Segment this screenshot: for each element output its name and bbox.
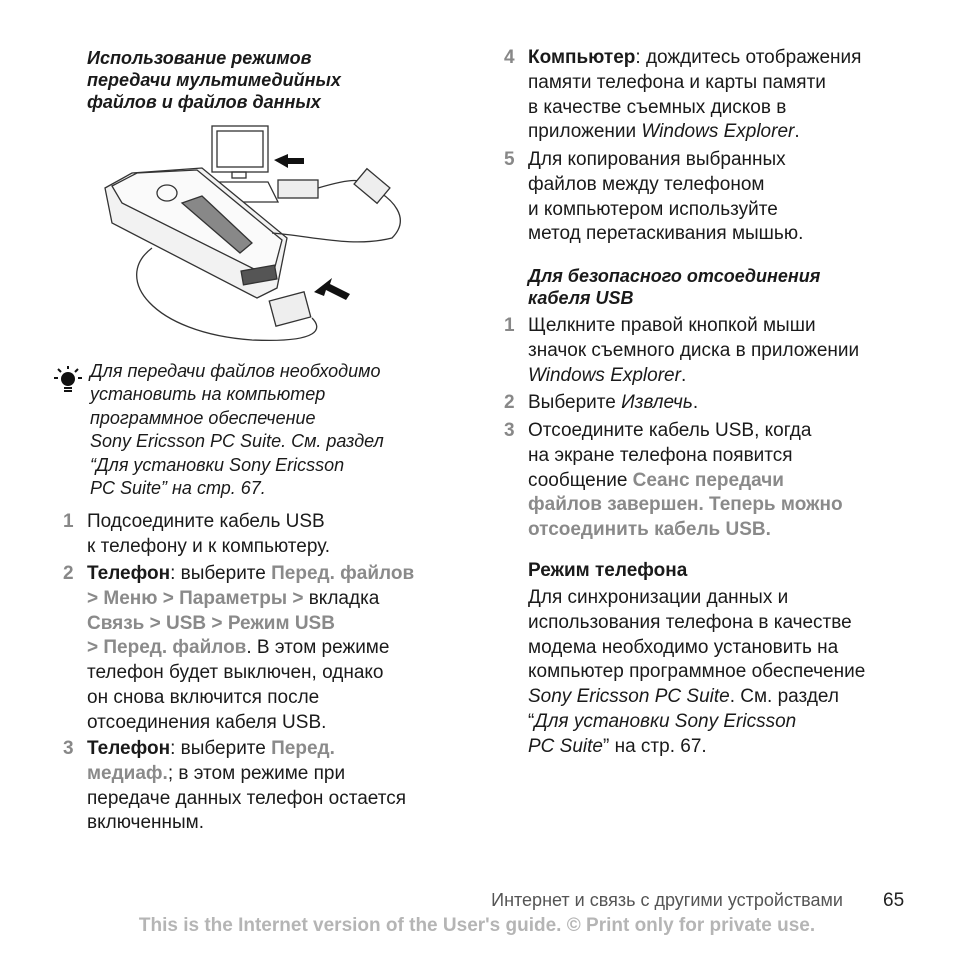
- menu-path-text: >: [287, 587, 309, 609]
- text-line: [528, 493, 843, 518]
- text-line: [87, 587, 414, 612]
- text-line: [528, 198, 803, 223]
- text-line: [90, 454, 384, 477]
- text-segment: ” на стр. 67.: [602, 735, 707, 757]
- text-line: [87, 510, 330, 535]
- text-segment: вкладка: [308, 587, 380, 609]
- footer-section-title: Интернет и связь с другими устройствами: [491, 890, 843, 910]
- text-segment: Щелкните правой кнопкой мыши: [528, 315, 816, 336]
- menu-path-text: файлов завершен. Теперь можно: [528, 494, 843, 516]
- text-segment: использования телефона в качестве: [528, 611, 852, 633]
- text-segment: Для синхронизации данных и: [528, 587, 789, 608]
- text-line: [528, 518, 843, 543]
- section-heading-phone-mode: [528, 559, 687, 584]
- text-segment: PC Suite” на стр. 67.: [90, 478, 266, 499]
- text-segment: и компьютером используйте: [528, 198, 778, 220]
- lightbulb-icon: [52, 366, 84, 396]
- page-number: 65: [883, 890, 905, 911]
- text-segment: памяти телефона и карты памяти: [528, 71, 826, 93]
- text-line: [528, 735, 865, 760]
- step-number: 4: [504, 47, 515, 68]
- text-segment: к телефону и к компьютеру.: [87, 535, 331, 557]
- text-line: [90, 360, 384, 383]
- text-line: [87, 787, 406, 812]
- text-segment: Использование режимов: [87, 48, 312, 68]
- text-segment: ; в этом режиме при: [167, 762, 346, 784]
- text-segment: он снова включится после: [87, 686, 320, 708]
- text-segment: компьютер программное обеспечение: [528, 661, 866, 683]
- section-heading-safe-removal: [528, 265, 820, 309]
- text-line: [528, 339, 859, 364]
- text-segment: включенным.: [87, 812, 204, 834]
- text-segment: сообщение: [528, 469, 633, 491]
- menu-path-text: отсоединить кабель USB.: [528, 519, 771, 541]
- text-segment: Компьютер: [528, 47, 636, 68]
- text-segment: Sony Ericsson PC Suite: [528, 686, 730, 708]
- text-segment: Для установки Sony Ericsson: [534, 710, 797, 732]
- footer-notice: This is the Internet version of the User's guide. © Print only for private use.: [138, 915, 816, 936]
- menu-path-text: Параметры: [179, 587, 288, 609]
- step-text: [528, 314, 859, 388]
- text-segment: : выберите: [170, 738, 272, 759]
- step-number: 2: [504, 392, 515, 413]
- text-line: [87, 91, 341, 113]
- text-segment: PC Suite: [528, 735, 603, 757]
- text-line: [87, 47, 341, 69]
- phone-mode-paragraph: [528, 586, 865, 760]
- text-line: [528, 391, 698, 416]
- text-segment: метод перетаскивания мышью.: [528, 223, 804, 245]
- text-segment: . См. раздел: [729, 686, 839, 708]
- text-segment: Windows Explorer: [641, 121, 795, 143]
- text-segment: на экране телефона появится: [528, 444, 793, 466]
- step-number: 5: [504, 149, 515, 170]
- step-text: [87, 510, 330, 560]
- text-segment: .: [692, 392, 699, 413]
- text-segment: файлов и файлов данных: [87, 92, 321, 112]
- text-segment: Извлечь: [621, 392, 693, 413]
- text-line: [528, 364, 859, 389]
- menu-path-text: Перед.: [271, 738, 335, 759]
- text-segment: Для безопасного отсоединения: [528, 266, 821, 286]
- text-line: [90, 477, 384, 500]
- menu-path-text: Режим USB: [227, 612, 335, 634]
- text-line: [87, 811, 406, 836]
- step-text: [87, 562, 414, 736]
- text-line: [528, 419, 843, 444]
- text-line: [528, 710, 865, 735]
- text-segment: .: [794, 121, 800, 143]
- text-line: [528, 636, 865, 661]
- text-segment: передаче данных телефон остается: [87, 787, 407, 809]
- menu-path-text: >: [87, 587, 104, 609]
- text-line: [528, 71, 861, 96]
- menu-path-text: >: [144, 612, 167, 634]
- text-line: [528, 287, 820, 309]
- text-line: [528, 469, 843, 494]
- text-line: [87, 762, 406, 787]
- step-number: 2: [63, 563, 74, 584]
- text-line: [528, 148, 803, 173]
- text-segment: Выберите: [528, 392, 622, 413]
- text-line: [528, 173, 803, 198]
- text-segment: значок съемного диска в приложении: [528, 339, 860, 361]
- text-line: [87, 535, 330, 560]
- text-segment: файлов между телефоном: [528, 173, 765, 195]
- menu-path-text: >: [157, 587, 180, 609]
- text-segment: установить на компьютер: [90, 384, 326, 405]
- menu-path-text: Меню: [103, 587, 158, 609]
- text-line: [87, 686, 414, 711]
- text-segment: программное обеспечение: [90, 407, 316, 428]
- text-segment: кабеля USB: [528, 288, 634, 308]
- menu-path-text: Связь: [87, 612, 145, 634]
- text-segment: “: [528, 710, 535, 732]
- text-segment: в качестве съемных дисков в: [528, 96, 787, 118]
- step-number: 3: [504, 420, 515, 441]
- text-segment: приложении: [528, 121, 642, 143]
- text-segment: телефон будет выключен, однако: [87, 662, 384, 684]
- text-line: [87, 69, 341, 91]
- text-segment: передачи мультимедийных: [87, 70, 341, 90]
- text-segment: Телефон: [87, 738, 171, 759]
- text-line: [87, 562, 414, 587]
- text-line: [528, 444, 843, 469]
- text-line: [528, 120, 861, 145]
- text-line: [528, 222, 803, 247]
- text-line: [528, 46, 861, 71]
- menu-path-text: >: [206, 612, 228, 634]
- text-segment: Windows Explorer: [528, 364, 681, 386]
- step-number: 3: [63, 738, 74, 759]
- section-heading: [87, 47, 341, 113]
- step-text: [528, 148, 803, 247]
- text-line: [528, 96, 861, 121]
- text-line: [528, 265, 820, 287]
- menu-path-text: Сеанс передачи: [632, 469, 784, 491]
- menu-path-text: >: [87, 637, 104, 659]
- text-segment: отсоединения кабеля USB.: [87, 711, 327, 733]
- text-segment: модема необходимо установить на: [528, 636, 839, 658]
- text-line: [90, 407, 384, 430]
- text-line: [528, 611, 865, 636]
- text-line: [90, 430, 384, 453]
- text-segment: Для передачи файлов необходимо: [90, 361, 381, 381]
- text-segment: Подсоедините кабель USB: [87, 511, 325, 532]
- text-segment: Режим телефона: [528, 560, 688, 581]
- text-line: [528, 559, 687, 584]
- text-line: [87, 737, 406, 762]
- menu-path-text: Перед. файлов: [103, 637, 247, 659]
- text-line: [528, 660, 865, 685]
- text-line: [90, 383, 384, 406]
- step-text: [528, 46, 861, 145]
- text-segment: Телефон: [87, 563, 171, 584]
- text-line: [87, 636, 414, 661]
- text-line: [87, 661, 414, 686]
- text-line: [87, 612, 414, 637]
- step-number: 1: [504, 315, 515, 336]
- text-segment: : выберите: [170, 563, 272, 584]
- step-text: [528, 419, 843, 543]
- text-segment: Отсоедините кабель USB, когда: [528, 420, 812, 441]
- text-segment: . В этом режиме: [246, 637, 390, 659]
- text-line: [528, 685, 865, 710]
- step-number: 1: [63, 511, 74, 532]
- menu-path-text: USB: [166, 612, 207, 634]
- text-line: [528, 586, 865, 611]
- text-line: [528, 314, 859, 339]
- step-text: [528, 391, 698, 416]
- text-segment: “Для установки Sony Ericsson: [90, 454, 345, 475]
- text-segment: Для копирования выбранных: [528, 149, 786, 170]
- text-line: [87, 711, 414, 736]
- text-segment: .: [680, 364, 687, 386]
- menu-path-text: Перед. файлов: [271, 563, 415, 584]
- text-segment: Sony Ericsson PC Suite. См. раздел: [90, 431, 384, 452]
- phone-usb-illustration: [92, 118, 422, 343]
- menu-path-text: медиаф.: [87, 762, 168, 784]
- step-text: [87, 737, 406, 836]
- text-segment: : дождитесь отображения: [635, 47, 862, 68]
- tip-text: [90, 360, 384, 500]
